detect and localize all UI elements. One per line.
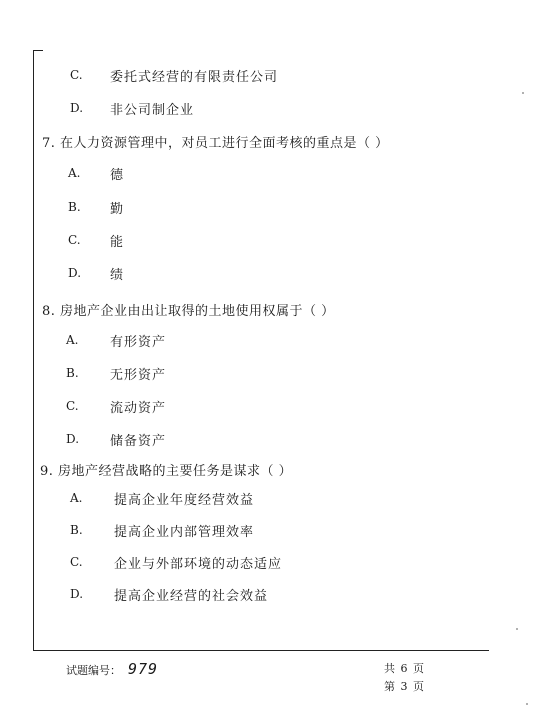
option-text: 储备资产: [110, 434, 167, 449]
option-letter: D.: [68, 266, 82, 280]
option-text: 有形资产: [110, 335, 167, 350]
scan-speck: [526, 703, 528, 705]
exam-code-value: 979: [128, 660, 159, 678]
option-letter: A.: [68, 166, 81, 180]
exam-code-label: 试题编号：: [66, 664, 121, 677]
option-letter: A.: [66, 333, 79, 347]
option-letter: C.: [66, 399, 79, 413]
option-text: 企业与外部环境的动态适应: [114, 557, 283, 572]
scan-speck: [516, 628, 518, 630]
option-letter: D.: [70, 101, 84, 115]
option-text: 德: [110, 168, 125, 183]
option-letter: B.: [66, 366, 79, 380]
option-letter: C.: [70, 68, 83, 82]
option-letter: A.: [70, 491, 83, 505]
option-text: 提高企业内部管理效率: [114, 525, 255, 540]
option-letter: B.: [68, 200, 81, 214]
total-pages: 共 6 页: [384, 662, 425, 675]
option-text: 绩: [110, 268, 125, 283]
option-letter: C.: [70, 555, 83, 569]
option-text: 委托式经营的有限责任公司: [110, 70, 279, 85]
question-stem: 8. 房地产企业由出让取得的土地使用权属于（ ）: [42, 304, 335, 319]
option-text: 非公司制企业: [110, 103, 195, 118]
question-stem: 7. 在人力资源管理中，对员工进行全面考核的重点是（ ）: [42, 136, 389, 151]
option-text: 勤: [110, 202, 125, 217]
option-letter: B.: [70, 523, 83, 537]
option-text: 无形资产: [110, 368, 167, 383]
option-letter: D.: [70, 587, 84, 601]
option-text: 提高企业年度经营效益: [114, 493, 255, 508]
option-text: 能: [110, 235, 125, 250]
option-letter: D.: [66, 432, 80, 446]
option-letter: C.: [68, 233, 81, 247]
scan-speck: [522, 92, 524, 94]
current-page: 第 3 页: [384, 680, 425, 693]
option-text: 提高企业经营的社会效益: [114, 589, 269, 604]
question-stem: 9. 房地产经营战略的主要任务是谋求（ ）: [40, 464, 293, 479]
option-text: 流动资产: [110, 401, 167, 416]
